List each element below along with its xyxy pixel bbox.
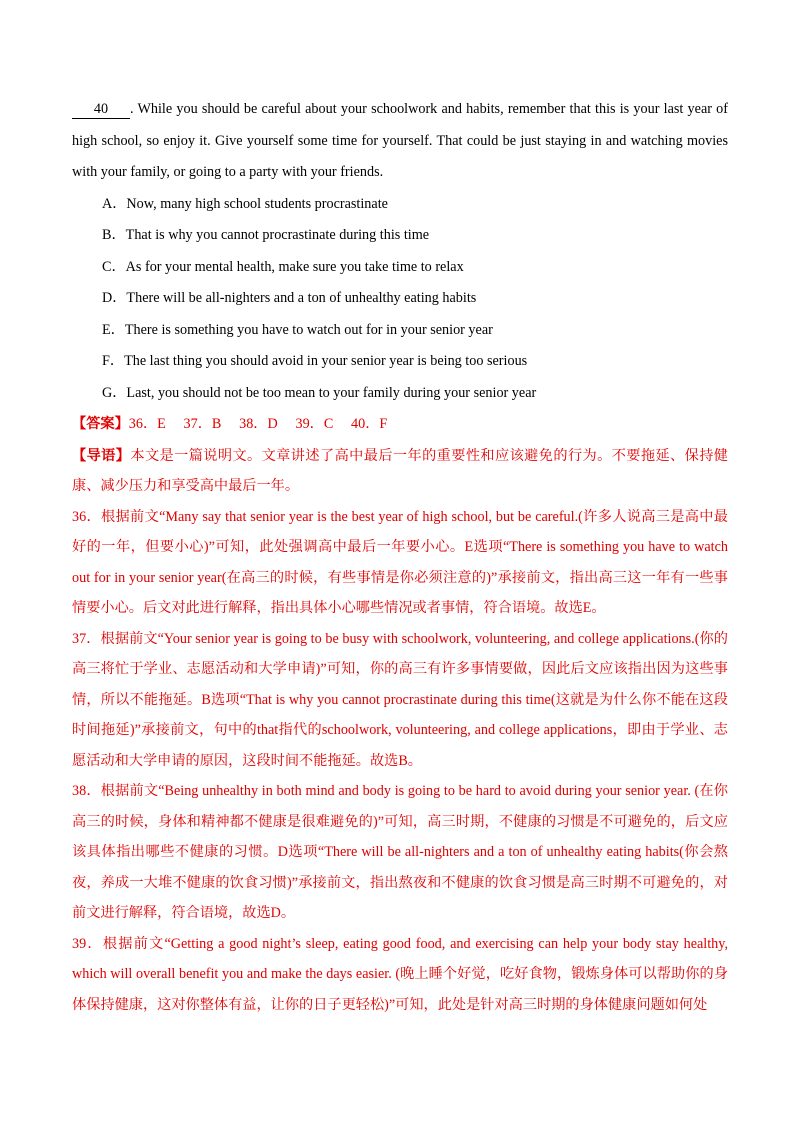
guide-tag: 【导语】 [72,447,131,464]
option-b: B．That is why you cannot procrastinate during this time [102,227,430,243]
option-f: F．The last thing you should avoid in your senior year is being too serious [102,353,528,369]
option-d: D．There will be all-nighters and a ton of unhealthy eating habits [102,290,477,306]
option-e: E．There is something you have to watch out for in your senior year [102,321,493,338]
guide-text: 本文是一篇说明文。文章讲述了高中最后一年的重要性和应该避免的行为。不要拖延、保持健康、减少压力和享受高中最后一年。 [72,447,728,494]
answer-tag: 【答案】 [72,416,129,432]
option-g: G．Last, you should not be too mean to your family during your senior year [102,384,537,401]
question-text: . While you should be careful about your schoolwork and habits, remember that this is your last year of high school, so enjoy it. Give yourself some time for yourself. That could be just staying in and watching movies with your family, or going to a party with your friends. [72,101,728,180]
option-a: A．Now, many high school students procrastinate [102,195,388,212]
document-content [72,94,728,1020]
explanation-39: 39．根据前文“Getting a good night’s sleep, eating good food, and exercising can help your body stay healthy, which will overall benefit you and make the days easier. (晚上睡个好觉，吃好食物，锻炼身体可以帮助你的身体保持健康，这对你整体有益，让你的日子更轻松)”可知，此处是针对高三时期的身体健康问题如何处 [72,935,728,1013]
explanation-38: 38．根据前文“Being unhealthy in both mind and body is going to be hard to avoid during your senior year. (在你高三的时候，身体和精神都不健康是很难避免的)”可知，高三时期，不健康的习惯是不可避免的，后文应该具体指出哪些不健康的习惯。D选项“There will be all-nighters and a ton of unhealthy eating habits(你会熬夜，养成一大堆不健康的饮食习惯)”承接前文，指出熬夜和不健康的饮食习惯是高三时期不可避免的，对前文进行解释，符合语境，故选D。 [72,783,728,921]
option-c: C．As for your mental health, make sure you take time to relax [102,258,464,275]
answer-blank: 40 [72,100,130,119]
answer-line [72,409,728,441]
guide-paragraph [72,441,728,502]
answer-text: 36．E 37．B 38．D 39．C 40．F [128,416,388,432]
explanation-36: 36．根据前文“Many say that senior year is the best year of high school, but be careful.(许多人说高三是高中最好的一年，但要小心)”可知，此处强调高中最后一年要小心。E选项“There is something you have to watch out for in your senior year(在高三的时候，有些事情是你必须注意的)”承接前文，指出高三这一年有一些事情要小心。后文对此进行解释，指出具体小心哪些情况或者事情，符合语境。故选E。 [72,508,728,616]
explanation-37: 37．根据前文“Your senior year is going to be busy with schoolwork, volunteering, and college applications.(你的高三将忙于学业、志愿活动和大学申请)”可知，你的高三有许多事情要做，因此后文应该指出因为这些事情，所以不能拖延。B选项“That is why you cannot procrastinate during this time(这就是为什么你不能在这段时间拖延)”承接前文，句中的that指代的schoolwork, volunteering, and college applications，即由于学业、志愿活动和大学申请的原因，这段时间不能拖延。故选B。 [72,630,728,769]
question-paragraph [72,94,728,189]
options-list [72,189,728,410]
